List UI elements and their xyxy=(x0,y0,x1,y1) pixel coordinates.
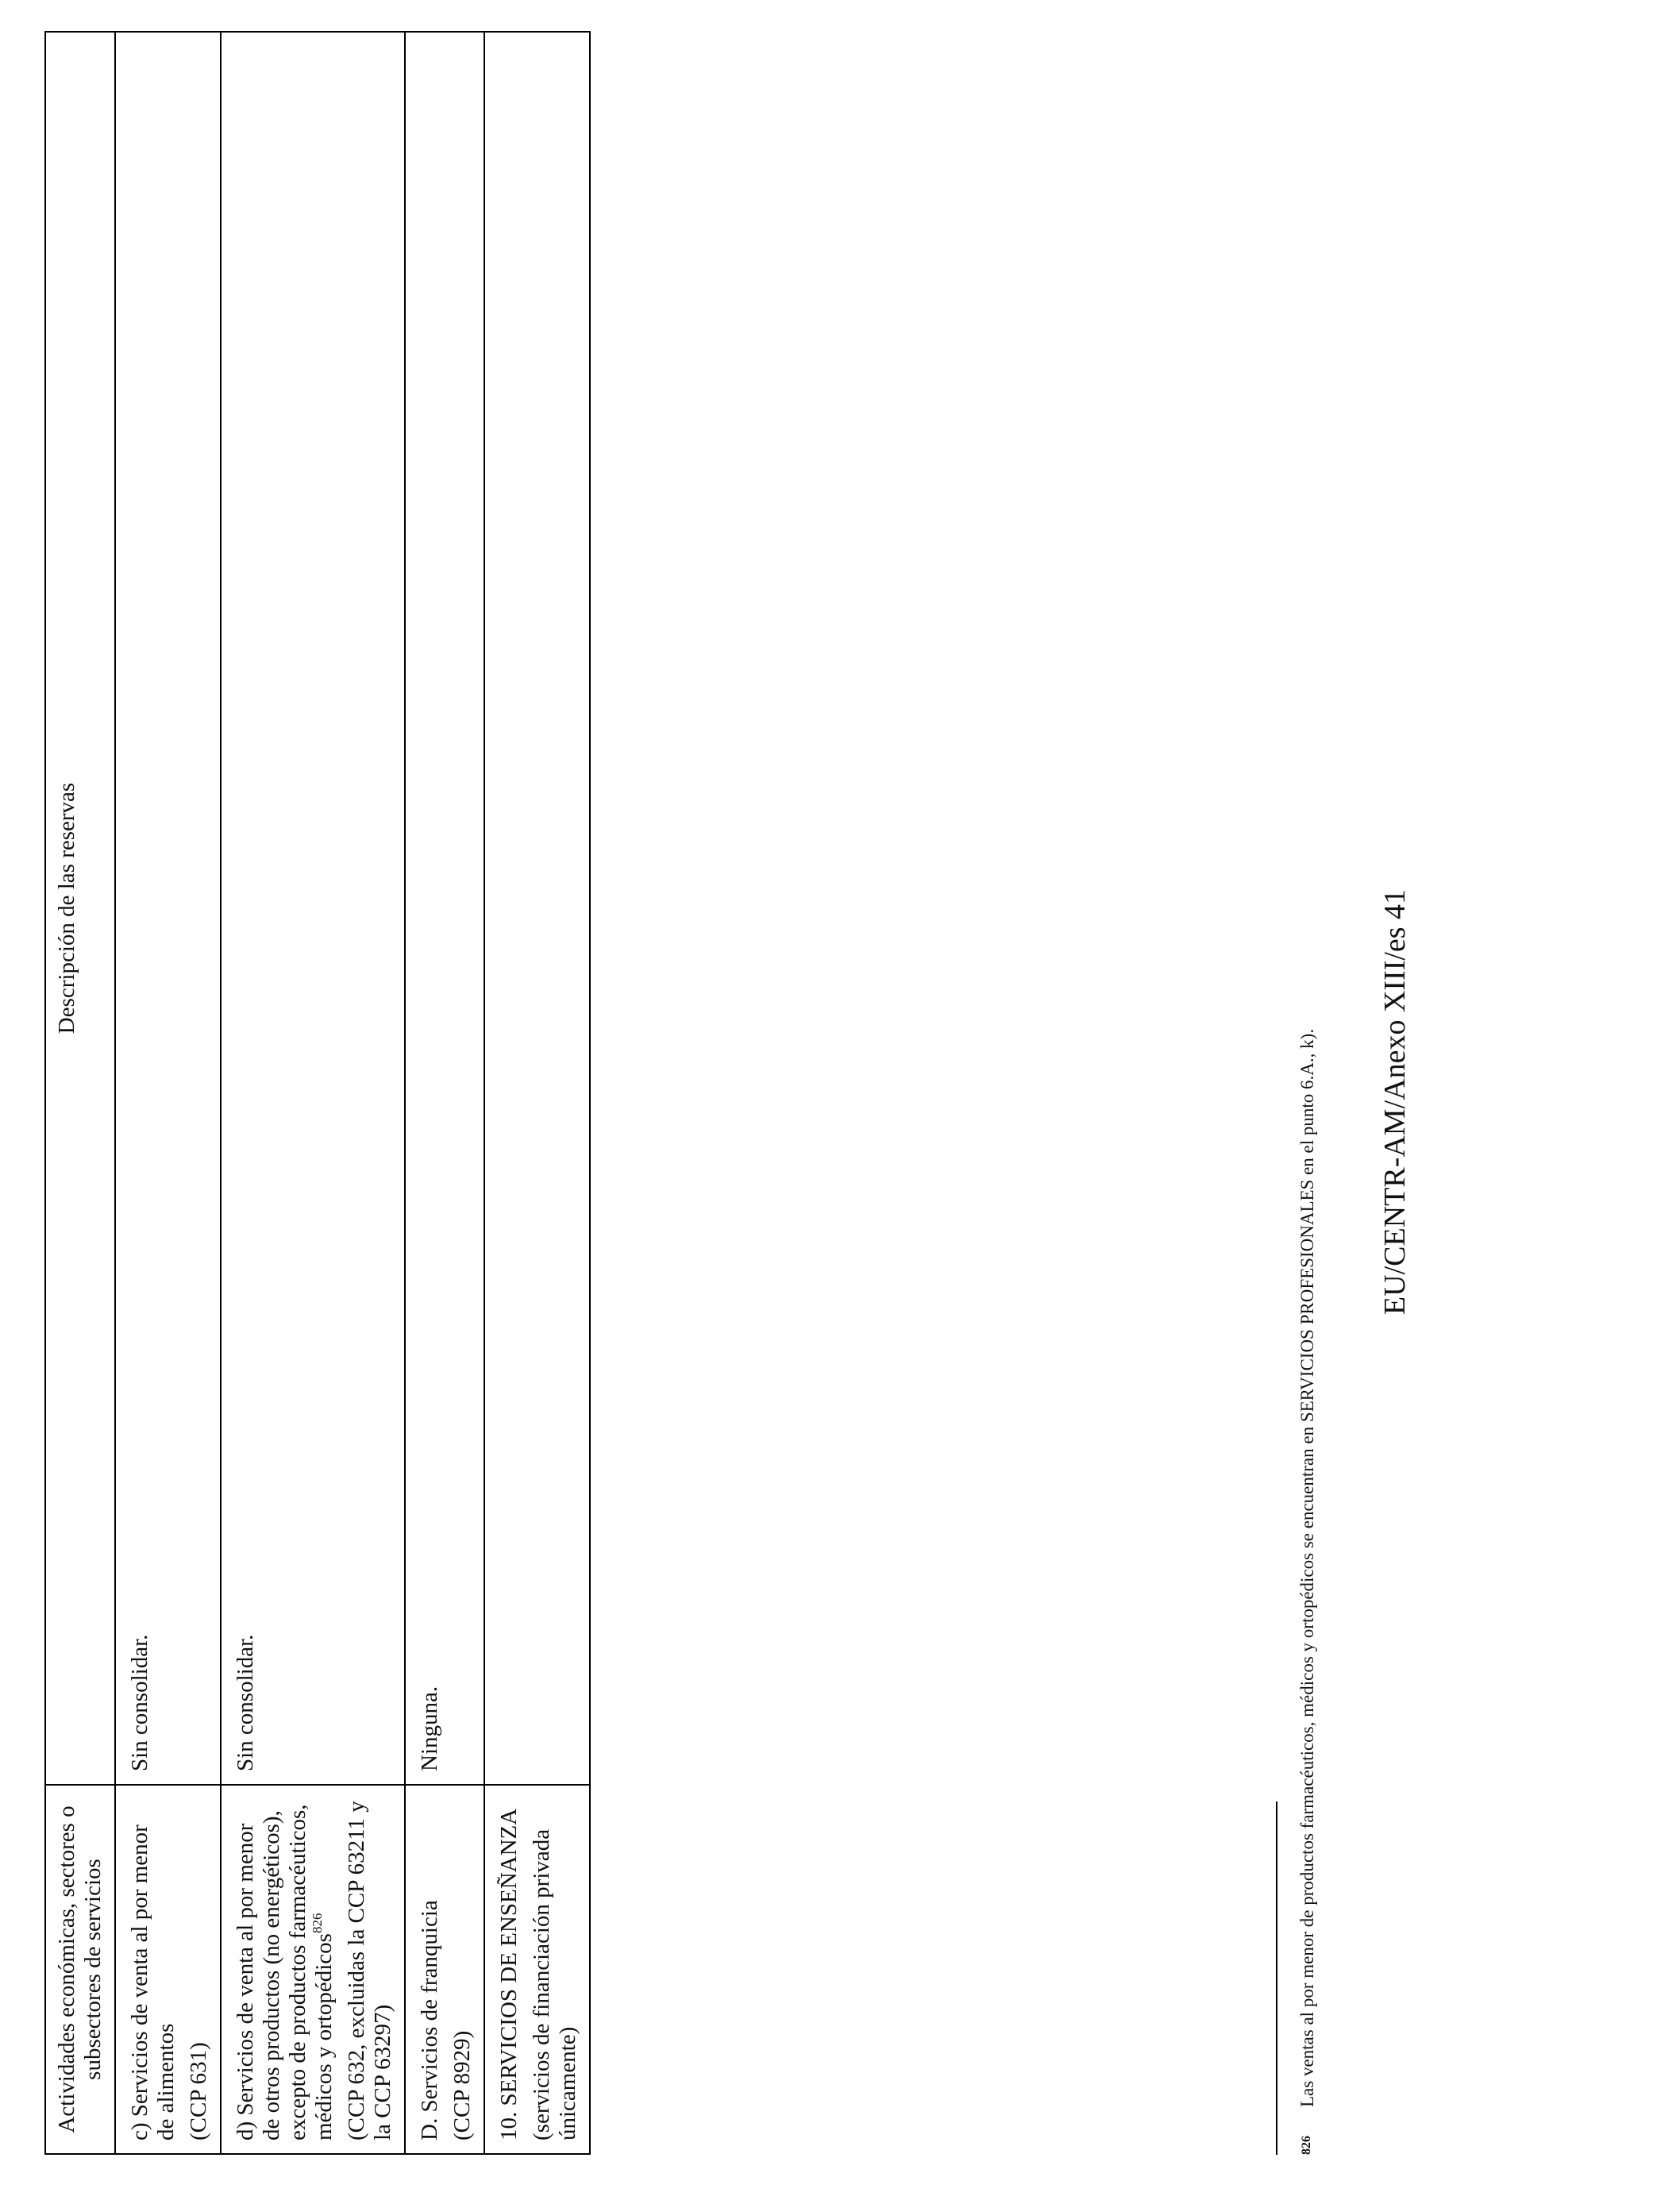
sector-code: (CCP 8929) xyxy=(449,2030,475,2140)
table-header-row xyxy=(45,32,115,2154)
sector-cell xyxy=(221,1785,405,2154)
reservations-table xyxy=(44,31,591,2155)
reservation-cell: Sin consolidar. xyxy=(115,32,221,1785)
sector-code: (servicios de financiación privada únicamente) xyxy=(529,1828,580,2140)
footnote-text: Las ventas al por menor de productos farmacéuticos, médicos y ortopédicos se encuentran en SERVICIOS PROFESIONALES en el punto 6.A., k). xyxy=(1297,1028,1317,2107)
reservation-cell: Sin consolidar. xyxy=(221,32,405,1785)
sector-line xyxy=(233,1798,337,2140)
sector-code: (CCP 632, excluidas la CCP 63211 y la CCP 63297) xyxy=(344,1801,395,2140)
header-reservations: Descripción de las reservas xyxy=(45,32,115,1785)
reservation-cell: Ninguna. xyxy=(405,32,484,1785)
table-row xyxy=(115,32,221,2154)
footnote-number: 826 xyxy=(1300,2136,1313,2155)
footnote-ref[interactable]: 826 xyxy=(310,1913,325,1934)
table-row xyxy=(405,32,484,2154)
sector-cell xyxy=(484,1785,590,2154)
table-row xyxy=(221,32,405,2154)
sector-cell xyxy=(405,1785,484,2154)
table-row xyxy=(484,32,590,2154)
sector-line-text: d) Servicios de venta al por menor de otros productos (no energéticos), excepto de productos farmacéuticos, médicos y ortopédicos xyxy=(233,1804,337,2140)
footnote xyxy=(1296,91,1319,2155)
sector-cell xyxy=(115,1785,221,2154)
page-reference: EU/CENTR-AM/Anexo XIII/es 41 xyxy=(1378,888,1412,1316)
sector-line: 10. SERVICIOS DE ENSEÑANZA xyxy=(496,1808,522,2140)
reservation-cell xyxy=(484,32,590,1785)
sector-line: c) Servicios de venta al por menor de alimentos xyxy=(127,1824,179,2140)
sector-code: (CCP 631) xyxy=(186,2042,211,2140)
sector-line: D. Servicios de franquicia xyxy=(417,1900,442,2140)
footnote-divider xyxy=(1276,1801,1277,2155)
header-sector: Actividades económicas, sectores o subsectores de servicios xyxy=(45,1785,115,2154)
